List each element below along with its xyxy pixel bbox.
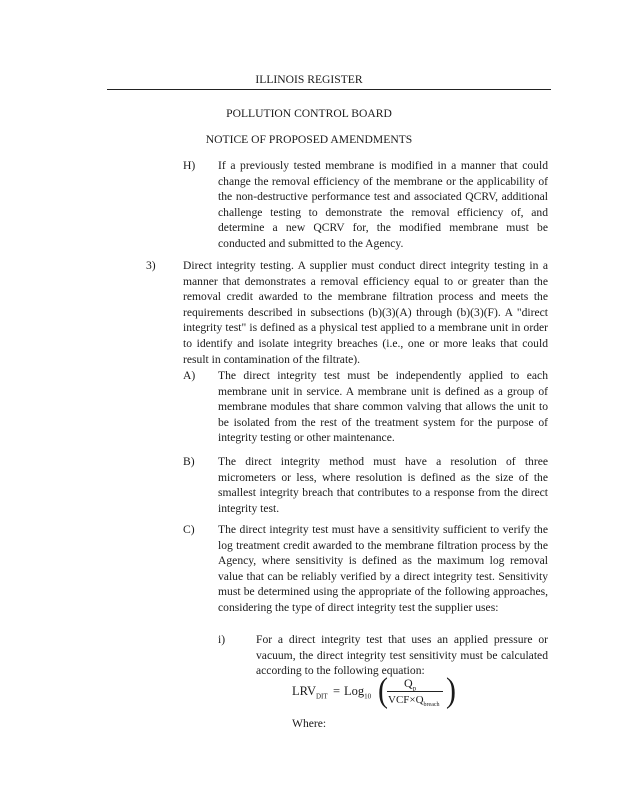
equation-denominator-sub: breach: [423, 702, 440, 709]
section-c-text: The direct integrity test must have a sensitivity sufficient to verify the log treatment credit awarded to the membrane filtration process by the Agency, where sensitivity is defined as the maximum log removal value that can be reliably verified by a direct integrity test. Sensitivity must be determined using the appropriate of the following approaches, considering the type of direct integrity test the supplier uses:: [218, 523, 548, 614]
equation-left-paren: (: [378, 671, 388, 710]
section-b-text: The direct integrity method must have a resolution of three micrometers or less, where resolution is defined as the size of the smallest integrity breach that contributes to a response from the direct integrity test.: [218, 455, 548, 515]
section-a-label: A): [183, 369, 196, 382]
header-rule: [107, 89, 551, 90]
equation-log-sub: 10: [364, 692, 372, 701]
section-b-label: B): [183, 455, 195, 468]
equation-right-paren: ): [446, 671, 456, 710]
section-h-label: H): [183, 159, 196, 172]
section-h-text: If a previously tested membrane is modified in a manner that could change the removal efficiency of the membrane or the applicability of the non-destructive performance test and associated QCRV, additional challenge testing to demonstrate the removal efficiency of, and determine a new QCRV for, the modified membrane must be conducted and submitted to the Agency.: [218, 159, 548, 250]
equation-denominator: $VCF\times Q_{breach}$: [388, 694, 440, 709]
equation-lhs-sub: DIT: [316, 692, 328, 701]
where-label: Where:: [292, 717, 327, 730]
equation-lhs: $LRV_{DIT}$: [292, 684, 328, 701]
board-title: POLLUTION CONTROL BOARD: [226, 107, 392, 120]
notice-title: NOTICE OF PROPOSED AMENDMENTS: [205, 133, 413, 146]
subsection-i-label: i): [218, 633, 226, 646]
section-c-label: C): [183, 523, 195, 536]
equation-log: Log$_{10}$: [344, 684, 372, 701]
register-title: ILLINOIS REGISTER: [255, 73, 363, 86]
section-3-label: 3): [146, 259, 156, 272]
equation-equals: =: [333, 684, 341, 698]
equation-numerator-sub: p: [412, 684, 417, 693]
section-3-text: Direct integrity testing. A supplier must conduct direct integrity testing in a manner that demonstrates a removal efficiency equal to or greater than the removal credit awarded to the membrane filtration process and meets the requirements described in subsections (b)(3)(A) through (b)(3)(F). A "direct integrity test" is defined as a physical test applied to a membrane unit in order to identify and isolate integrity breaches (i.e., one or more leaks that could result in contamination of the filtrate).: [183, 259, 548, 366]
equation-numerator: $Q_p$: [404, 676, 417, 693]
fraction-bar: [387, 691, 443, 692]
section-a-text: The direct integrity test must be independently applied to each membrane unit in service. A membrane unit is defined as a group of membrane modules that share common valving that allows the unit to be isolated from the rest of the treatment system for the purpose of integrity testing or other maintenance.: [218, 369, 548, 445]
subsection-i-text: For a direct integrity test that uses an applied pressure or vacuum, the direct integrity test sensitivity must be calculated according to the following equation:: [256, 633, 548, 678]
